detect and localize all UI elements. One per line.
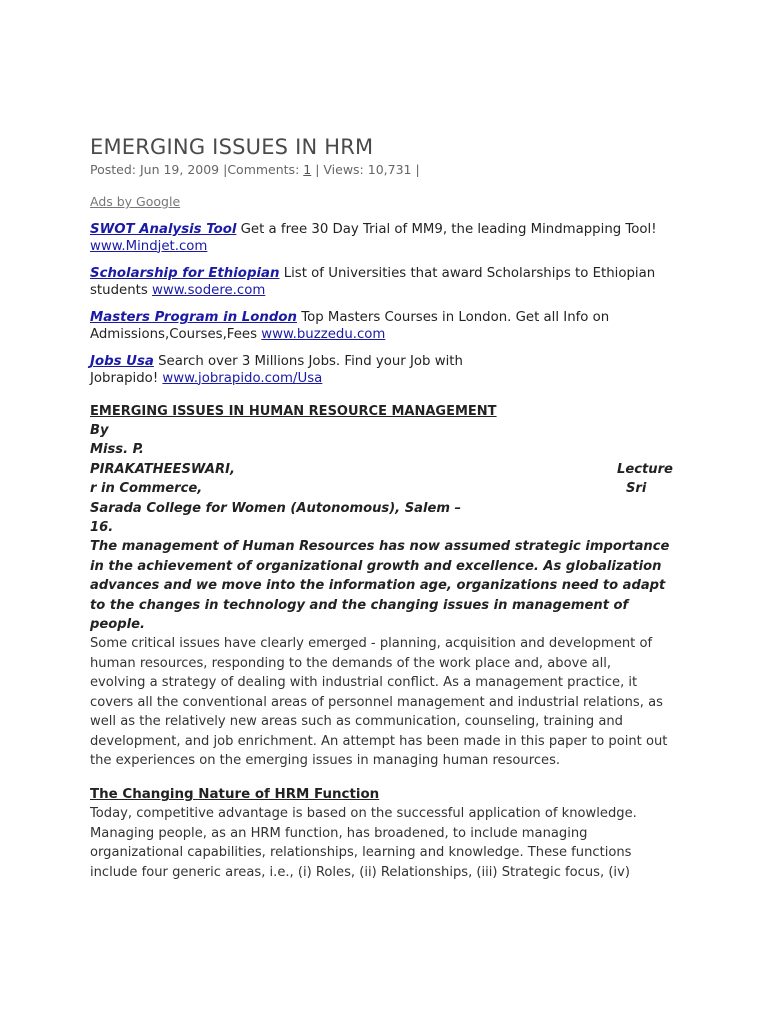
ad-headline-link[interactable]: Masters Program in London xyxy=(90,310,298,325)
paragraph-line: covers all the conventional areas of personnel management and industrial relations, as xyxy=(90,694,663,710)
ad-item xyxy=(90,266,680,299)
ad-text: Search over 3 Millions Jobs. Find your Job with Jobrapido! xyxy=(90,354,463,386)
subsection-heading: The Changing Nature of HRM Function xyxy=(90,787,380,803)
abstract-line: in the achievement of organizational growth and excellence. As globalization xyxy=(90,558,662,574)
author-surname: PIRAKATHEESWARI, xyxy=(90,461,235,477)
ad-headline-link[interactable]: Scholarship for Ethiopian xyxy=(90,266,280,281)
ad-text: Top Masters Courses in London. Get all Info on Admissions,Courses,Fees xyxy=(90,310,610,342)
paragraph-line: organizational capabilities, relationships, learning and knowledge. These functions xyxy=(90,845,632,861)
paragraph-line: Managing people, as an HRM function, has broadened, to include managing xyxy=(90,825,588,841)
ad-item xyxy=(90,354,490,387)
ad-text: List of Universities that award Scholarships to Ethiopian students xyxy=(90,266,656,298)
author-pincode: 16. xyxy=(90,520,114,536)
paragraph-line: Some critical issues have clearly emerged - planning, acquisition and development of xyxy=(90,636,653,652)
comments-count-link[interactable]: 1 xyxy=(303,162,312,177)
abstract-line: people. xyxy=(90,617,145,633)
ad-headline-link[interactable]: SWOT Analysis Tool xyxy=(90,222,237,237)
meta-views: | Views: 10,731 | xyxy=(311,162,420,177)
paragraph-line: well as the relatively new areas such as communication, counseling, training and xyxy=(90,714,623,730)
abstract-line: to the changes in technology and the changing issues in management of xyxy=(90,597,629,613)
ad-url-link[interactable]: www.buzzedu.com xyxy=(261,326,386,342)
author-college: Sarada College for Women (Autonomous), Salem – xyxy=(90,500,462,516)
article xyxy=(90,134,680,882)
ad-url-link[interactable]: www.sodere.com xyxy=(152,282,266,298)
meta-posted: Posted: Jun 19, 2009 |Comments: xyxy=(90,162,304,177)
author-name-line: Miss. P. xyxy=(90,442,144,458)
author-college-fragment: Sri xyxy=(626,481,647,497)
paragraph-line: include four generic areas, i.e., (i) Roles, (ii) Relationships, (iii) Strategic focus, (iv) xyxy=(90,864,630,880)
intro-paragraph xyxy=(90,634,680,770)
section-heading: EMERGING ISSUES IN HUMAN RESOURCE MANAGEMENT xyxy=(90,404,497,419)
ad-headline-link[interactable]: Jobs Usa xyxy=(90,354,154,369)
abstract-line: advances and we move into the information age, organizations need to adapt xyxy=(90,578,666,594)
ad-url-link[interactable]: www.jobrapido.com/Usa xyxy=(162,370,323,386)
ad-item xyxy=(90,222,680,255)
ads-by-google-link[interactable]: Ads by Google xyxy=(90,194,181,209)
article-title: EMERGING ISSUES IN HRM xyxy=(90,135,374,159)
paragraph-line: development, and job enrichment. An attempt has been made in this paper to point out xyxy=(90,733,668,749)
author-line xyxy=(90,460,680,479)
ad-text: Get a free 30 Day Trial of MM9, the leading Mindmapping Tool! xyxy=(236,222,657,237)
section2-paragraph xyxy=(90,804,680,882)
paragraph-line: evolving a strategy of dealing with industrial conflict. As a management practice, it xyxy=(90,675,638,691)
author-line xyxy=(90,479,680,498)
abstract-line: The management of Human Resources has now assumed strategic importance xyxy=(90,539,670,555)
ad-url-link[interactable]: www.Mindjet.com xyxy=(90,238,208,254)
author-department: r in Commerce, xyxy=(90,481,203,497)
article-meta xyxy=(90,161,680,179)
paragraph-line: the experiences on the emerging issues in managing human resources. xyxy=(90,752,561,768)
abstract xyxy=(90,537,680,634)
paragraph-line: Today, competitive advantage is based on the successful application of knowledge. xyxy=(90,806,637,822)
paragraph-line: human resources, responding to the demands of the work place and, above all, xyxy=(90,655,612,671)
byline: By xyxy=(90,423,109,438)
author-title-fragment: Lecture xyxy=(617,461,673,477)
ad-item xyxy=(90,310,680,343)
